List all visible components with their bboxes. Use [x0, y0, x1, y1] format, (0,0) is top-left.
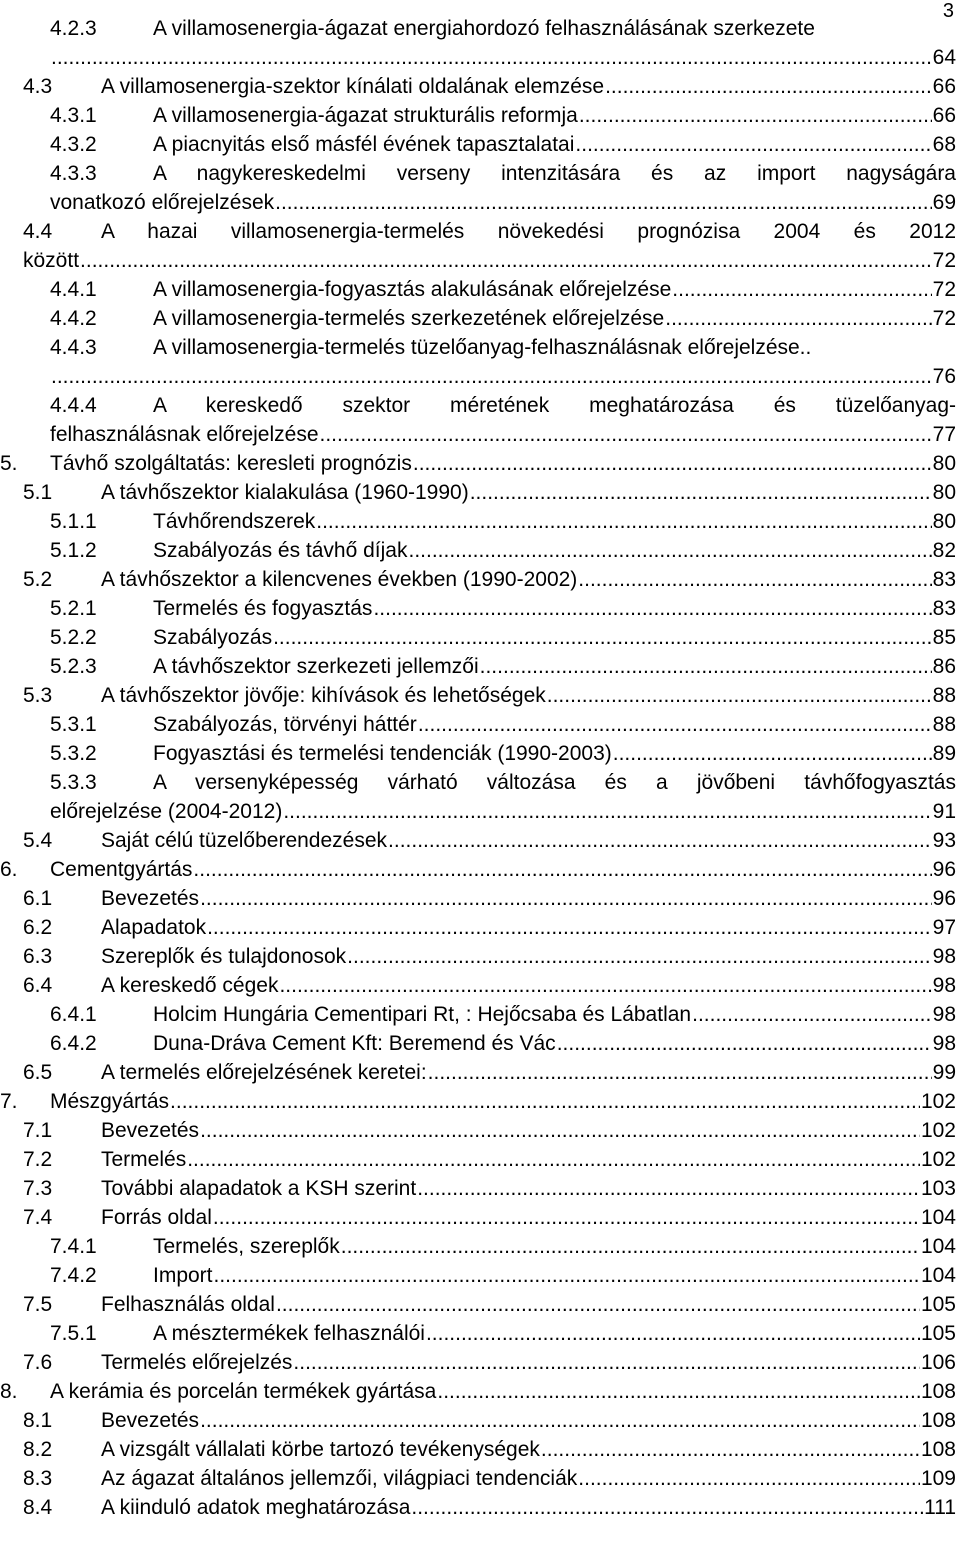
dot-leader: [418, 710, 932, 739]
toc-entry[interactable]: [0, 1406, 956, 1435]
toc-entry-number: 7.: [0, 1090, 18, 1113]
toc-entry[interactable]: [0, 72, 956, 101]
toc-entry[interactable]: [0, 1232, 956, 1261]
toc-entry-page: 83: [932, 568, 956, 591]
toc-entry-title: Mészgyártás: [50, 1090, 170, 1113]
toc-entry-title: Az ágazat általános jellemzői, világpiaci tendenciák: [101, 1467, 578, 1490]
toc-entry-title-continued: előrejelzése (2004-2012): [50, 800, 283, 823]
toc-entry-title: A versenyképesség várható változása és a jövőbeni távhőfogyasztás: [153, 771, 956, 794]
toc-entry[interactable]: [0, 1087, 956, 1116]
toc-entry-title: Termelés előrejelzés: [101, 1351, 293, 1374]
toc-entry-page: 96: [932, 858, 956, 881]
toc-entry-number: 5.1.2: [50, 539, 97, 562]
dot-leader: [426, 1319, 920, 1348]
toc-entry-title: A kereskedő cégek: [101, 974, 279, 997]
toc-entry-title: A kerámia és porcelán termékek gyártása: [50, 1380, 437, 1403]
toc-entry-title: A villamosenergia-termelés szerkezetének előrejelzése: [153, 307, 665, 330]
dot-leader: [213, 1203, 920, 1232]
toc-entry-page: 83: [932, 597, 956, 620]
page-number: 3: [942, 0, 954, 22]
toc-entry[interactable]: [0, 710, 956, 739]
toc-entry-page: 102: [920, 1119, 956, 1142]
toc-entry-title: A vizsgált vállalati körbe tartozó tevékenységek: [101, 1438, 540, 1461]
dot-leader: [276, 1290, 920, 1319]
dot-leader: [605, 72, 932, 101]
toc-entry-title: Saját célú tüzelőberendezések: [101, 829, 388, 852]
toc-entry-number: 6.2: [23, 916, 53, 939]
toc-entry[interactable]: [0, 101, 956, 130]
toc-entry-page: 72: [932, 307, 956, 330]
toc-entry-number: 6.4.2: [50, 1032, 97, 1055]
toc-entry-page: 108: [920, 1380, 956, 1403]
toc-entry-page: 77: [932, 423, 956, 446]
toc-entry-page: 86: [932, 655, 956, 678]
dot-leader: [275, 188, 932, 217]
toc-entry-number: 4.4.4: [50, 394, 97, 417]
toc-entry-page: 98: [932, 974, 956, 997]
dot-leader: [578, 1464, 920, 1493]
toc-entry-page: 98: [932, 1003, 956, 1026]
toc-entry-title-continued: felhasználásnak előrejelzése: [50, 423, 319, 446]
toc-entry-page: 106: [920, 1351, 956, 1374]
toc-entry[interactable]: [0, 623, 956, 652]
dot-leader: [665, 304, 931, 333]
toc-entry[interactable]: [0, 855, 956, 884]
dot-leader: [193, 855, 931, 884]
dot-leader: [200, 884, 932, 913]
dot-leader: [413, 449, 932, 478]
toc-entry-page: 109: [920, 1467, 956, 1490]
toc-entry-number: 5.2.2: [50, 626, 97, 649]
toc-entry-title: A távhőszektor a kilencvenes években (1990-2002): [101, 568, 578, 591]
toc-entry[interactable]: [0, 971, 956, 1000]
table-of-contents: [0, 14, 956, 1522]
toc-entry-number: 6.3: [23, 945, 53, 968]
toc-entry-number: 5.3.1: [50, 713, 97, 736]
toc-entry[interactable]: [0, 1145, 956, 1174]
toc-entry-number: 6.4: [23, 974, 53, 997]
dot-leader: [692, 1000, 932, 1029]
toc-entry-number: 4.3: [23, 75, 53, 98]
toc-entry-title: Termelés és fogyasztás: [153, 597, 373, 620]
dot-leader: [480, 652, 932, 681]
dot-leader: [200, 1116, 920, 1145]
toc-entry[interactable]: [0, 1174, 956, 1203]
toc-entry-title: Bevezetés: [101, 887, 200, 910]
toc-entry-title: Bevezetés: [101, 1409, 200, 1432]
toc-entry-title: A villamosenergia-ágazat energiahordozó felhasználásának szerkezete: [153, 17, 815, 40]
toc-entry-number: 5.3: [23, 684, 53, 707]
toc-entry-page: 88: [932, 684, 956, 707]
toc-entry[interactable]: [0, 217, 956, 275]
toc-entry[interactable]: [0, 1116, 956, 1145]
toc-entry[interactable]: [0, 1203, 956, 1232]
toc-entry-title: A villamosenergia-termelés tüzelőanyag-felhasználásnak előrejelzése..: [153, 336, 812, 359]
toc-entry[interactable]: [0, 826, 956, 855]
dot-leader: [214, 1261, 920, 1290]
toc-entry-page: 69: [932, 191, 956, 214]
dot-leader: [613, 739, 932, 768]
dot-leader: [578, 565, 931, 594]
dot-leader: [428, 1058, 932, 1087]
dot-leader: [170, 1087, 920, 1116]
toc-entry-title: Szabályozás, törvényi háttér: [153, 713, 417, 736]
toc-entry[interactable]: [0, 14, 956, 72]
dot-leader: [672, 275, 931, 304]
toc-entry-title: Alapadatok: [101, 916, 207, 939]
toc-entry-title: A hazai villamosenergia-termelés növekedési prognózisa 2004 és 2012: [101, 220, 956, 243]
toc-entry-title: A távhőszektor szerkezeti jellemzői: [153, 655, 479, 678]
toc-entry[interactable]: [0, 681, 956, 710]
toc-entry-title: Forrás oldal: [101, 1206, 212, 1229]
toc-entry-title-continued: vonatkozó előrejelzések: [50, 191, 275, 214]
toc-entry-number: 7.2: [23, 1148, 53, 1171]
toc-entry[interactable]: [0, 449, 956, 478]
dot-leader: [373, 594, 931, 623]
dot-leader: [557, 1029, 932, 1058]
toc-entry-title: A nagykereskedelmi verseny intenzitására és az import nagyságára: [153, 162, 956, 185]
toc-entry-page: 105: [920, 1293, 956, 1316]
toc-entry-title: Távhőrendszerek: [153, 510, 316, 533]
toc-entry-page: 97: [932, 916, 956, 939]
toc-entry-number: 8.2: [23, 1438, 53, 1461]
toc-entry-number: 5.2: [23, 568, 53, 591]
toc-entry-number: 5.4: [23, 829, 53, 852]
toc-entry-title: Duna-Dráva Cement Kft: Beremend és Vác: [153, 1032, 556, 1055]
toc-entry-page: 104: [920, 1206, 956, 1229]
toc-entry-page: 76: [932, 365, 956, 388]
toc-entry[interactable]: [0, 1058, 956, 1087]
toc-entry-title: Holcim Hungária Cementipari Rt, : Hejőcsaba és Lábatlan: [153, 1003, 692, 1026]
toc-entry[interactable]: [0, 159, 956, 217]
toc-entry-number: 8.: [0, 1380, 18, 1403]
toc-entry-title: További alapadatok a KSH szerint: [101, 1177, 417, 1200]
toc-entry-page: 80: [932, 481, 956, 504]
dot-leader: [273, 623, 932, 652]
toc-entry-number: 6.5: [23, 1061, 53, 1084]
toc-entry-number: 7.3: [23, 1177, 53, 1200]
toc-entry-page: 88: [932, 713, 956, 736]
dot-leader: [470, 478, 932, 507]
toc-entry[interactable]: [0, 1261, 956, 1290]
toc-entry-number: 7.5.1: [50, 1322, 97, 1345]
toc-entry-page: 104: [920, 1264, 956, 1287]
dot-leader: [347, 942, 931, 971]
toc-entry-page: 98: [932, 1032, 956, 1055]
dot-leader: [575, 130, 931, 159]
dot-leader: [51, 362, 932, 391]
toc-entry-page: 66: [932, 104, 956, 127]
dot-leader: [579, 101, 932, 130]
toc-entry-page: 89: [932, 742, 956, 765]
toc-entry-title: A villamosenergia-fogyasztás alakulásának előrejelzése: [153, 278, 672, 301]
toc-entry[interactable]: [0, 1464, 956, 1493]
toc-entry[interactable]: [0, 333, 956, 391]
toc-entry-number: 6.: [0, 858, 18, 881]
toc-entry-title: A távhőszektor jövője: kihívások és lehetőségek: [101, 684, 546, 707]
toc-entry[interactable]: [0, 913, 956, 942]
toc-entry[interactable]: [0, 507, 956, 536]
toc-entry[interactable]: [0, 130, 956, 159]
toc-entry-title: Szabályozás és távhő díjak: [153, 539, 408, 562]
toc-entry[interactable]: [0, 536, 956, 565]
toc-entry-title: A villamosenergia-szektor kínálati oldalának elemzése: [101, 75, 605, 98]
toc-entry-title: A mésztermékek felhasználói: [153, 1322, 425, 1345]
toc-entry-number: 7.4: [23, 1206, 53, 1229]
toc-entry[interactable]: [0, 1319, 956, 1348]
dot-leader: [547, 681, 932, 710]
toc-entry-number: 7.1: [23, 1119, 53, 1142]
toc-entry-number: 4.4.3: [50, 336, 97, 359]
toc-entry-page: 66: [932, 75, 956, 98]
dot-leader: [408, 536, 931, 565]
toc-entry-title: Fogyasztási és termelési tendenciák (1990-2003): [153, 742, 612, 765]
toc-entry-title: A villamosenergia-ágazat strukturális reformja: [153, 104, 578, 127]
toc-entry[interactable]: [0, 304, 956, 333]
toc-entry-number: 7.4.1: [50, 1235, 97, 1258]
toc-entry-number: 7.6: [23, 1351, 53, 1374]
toc-entry-title: Bevezetés: [101, 1119, 200, 1142]
dot-leader: [437, 1377, 920, 1406]
dot-leader: [320, 420, 932, 449]
toc-entry[interactable]: [0, 1290, 956, 1319]
toc-entry-title: Import: [153, 1264, 213, 1287]
toc-entry[interactable]: [0, 1348, 956, 1377]
toc-entry-page: 111: [924, 1496, 956, 1519]
dot-leader: [541, 1435, 920, 1464]
dot-leader: [200, 1406, 920, 1435]
toc-entry-page: 85: [932, 626, 956, 649]
toc-entry-number: 8.1: [23, 1409, 53, 1432]
dot-leader: [51, 43, 932, 72]
toc-entry-number: 7.4.2: [50, 1264, 97, 1287]
toc-entry-page: 98: [932, 945, 956, 968]
toc-entry-page: 108: [920, 1438, 956, 1461]
toc-entry-page: 82: [932, 539, 956, 562]
toc-entry-number: 7.5: [23, 1293, 53, 1316]
toc-entry-title: A kereskedő szektor méretének meghatározása és tüzelőanyag-: [153, 394, 956, 417]
toc-entry-page: 102: [920, 1148, 956, 1171]
toc-entry-title: A kiinduló adatok meghatározása: [101, 1496, 411, 1519]
toc-entry-page: 80: [932, 452, 956, 475]
toc-entry-number: 4.4: [23, 220, 53, 243]
toc-entry-number: 8.4: [23, 1496, 53, 1519]
toc-entry-title: Termelés: [101, 1148, 187, 1171]
toc-entry-page: 91: [932, 800, 956, 823]
toc-entry-number: 4.4.1: [50, 278, 97, 301]
dot-leader: [417, 1174, 920, 1203]
dot-leader: [316, 507, 931, 536]
toc-entry-page: 68: [932, 133, 956, 156]
toc-entry-number: 6.4.1: [50, 1003, 97, 1026]
toc-entry-number: 5.: [0, 452, 18, 475]
toc-entry-page: 64: [932, 46, 956, 69]
toc-entry-page: 72: [932, 278, 956, 301]
toc-entry-number: 8.3: [23, 1467, 53, 1490]
toc-entry-page: 108: [920, 1409, 956, 1432]
toc-entry[interactable]: [0, 1435, 956, 1464]
toc-entry[interactable]: [0, 478, 956, 507]
toc-entry-number: 5.2.1: [50, 597, 97, 620]
toc-entry-number: 5.3.2: [50, 742, 97, 765]
dot-leader: [279, 971, 931, 1000]
toc-entry-page: 80: [932, 510, 956, 533]
dot-leader: [411, 1493, 923, 1522]
toc-entry[interactable]: [0, 594, 956, 623]
toc-entry[interactable]: [0, 565, 956, 594]
toc-entry-number: 4.2.3: [50, 17, 97, 40]
toc-entry[interactable]: [0, 1000, 956, 1029]
toc-entry-page: 99: [932, 1061, 956, 1084]
toc-entry-page: 104: [920, 1235, 956, 1258]
toc-entry-number: 5.2.3: [50, 655, 97, 678]
toc-entry[interactable]: [0, 739, 956, 768]
toc-entry[interactable]: [0, 1377, 956, 1406]
toc-entry-title: Cementgyártás: [50, 858, 193, 881]
dot-leader: [80, 246, 932, 275]
toc-entry-number: 4.3.1: [50, 104, 97, 127]
toc-entry-page: 103: [920, 1177, 956, 1200]
dot-leader: [341, 1232, 920, 1261]
toc-entry-number: 5.3.3: [50, 771, 97, 794]
dot-leader: [293, 1348, 920, 1377]
dot-leader: [283, 797, 931, 826]
toc-entry-page: 96: [932, 887, 956, 910]
toc-entry-number: 5.1: [23, 481, 53, 504]
toc-entry-number: 6.1: [23, 887, 53, 910]
toc-entry-title: A távhőszektor kialakulása (1960-1990): [101, 481, 469, 504]
toc-entry-title: A termelés előrejelzésének keretei:: [101, 1061, 427, 1084]
toc-entry-number: 4.4.2: [50, 307, 97, 330]
toc-entry-title: Szereplők és tulajdonosok: [101, 945, 347, 968]
toc-entry-title: Távhő szolgáltatás: keresleti prognózis: [50, 452, 412, 475]
toc-entry-page: 93: [932, 829, 956, 852]
toc-entry-title-continued: között: [23, 249, 80, 272]
toc-entry-title: A piacnyitás első másfél évének tapasztalatai: [153, 133, 575, 156]
toc-entry-page: 72: [932, 249, 956, 272]
dot-leader: [388, 826, 932, 855]
dot-leader: [187, 1145, 920, 1174]
toc-entry[interactable]: [0, 1029, 956, 1058]
toc-entry[interactable]: [0, 275, 956, 304]
toc-entry-number: 5.1.1: [50, 510, 97, 533]
toc-entry[interactable]: [0, 391, 956, 449]
toc-entry[interactable]: [0, 652, 956, 681]
toc-entry-title: Termelés, szereplők: [153, 1235, 340, 1258]
toc-entry[interactable]: [0, 942, 956, 971]
toc-entry[interactable]: [0, 768, 956, 826]
toc-entry-title: Felhasználás oldal: [101, 1293, 275, 1316]
toc-entry[interactable]: [0, 884, 956, 913]
toc-entry-number: 4.3.3: [50, 162, 97, 185]
toc-entry-title: Szabályozás: [153, 626, 273, 649]
dot-leader: [207, 913, 932, 942]
toc-entry-page: 105: [920, 1322, 956, 1345]
toc-entry-page: 102: [920, 1090, 956, 1113]
toc-entry-number: 4.3.2: [50, 133, 97, 156]
toc-entry[interactable]: [0, 1493, 956, 1522]
